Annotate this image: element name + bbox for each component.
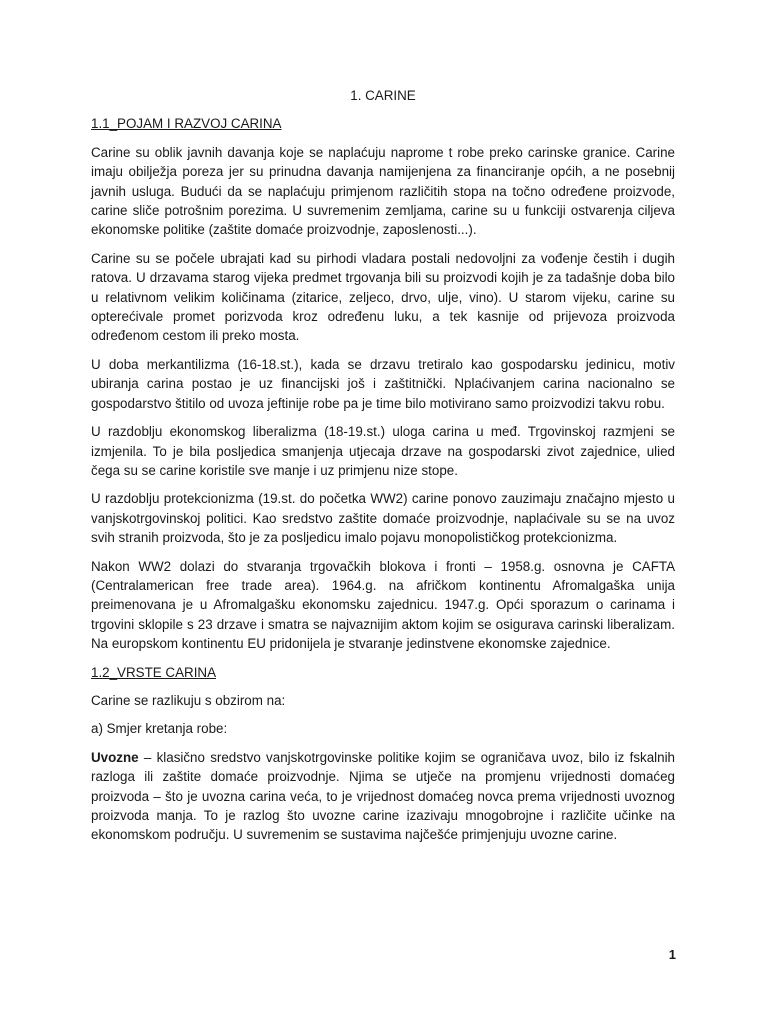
paragraph-uvozne — [91, 748, 675, 845]
paragraph-mercantilism: U doba merkantilizma (16-18.st.), kada se drzavu tretiralo kao gospodarsku jedinicu, motiv ubiranja carina postao je uz financijski još i zaštitnički. Nplaćivanjem carina nacionalno se gospodarstvo štitilo od uvoza jeftinije robe pa je time bilo motivirano samo proizvodizi takvu robu. — [91, 356, 675, 411]
term-uvozne: Uvozne — [91, 749, 139, 765]
paragraph-razlikuju: Carine se razlikuju s obzirom na: — [91, 692, 286, 708]
page-content — [91, 86, 675, 854]
page-number: 1 — [668, 947, 676, 962]
paragraph-smjer: a) Smjer kretanja robe: — [91, 721, 228, 737]
section-heading-pojam: 1.1_POJAM I RAZVOJ CARINA — [91, 116, 282, 132]
chapter-title: 1. CARINE — [350, 88, 416, 103]
paragraph-liberalism: U razdoblju ekonomskog liberalizma (18-19.st.) uloga carina u međ. Trgovinskoj razmjeni se izmjenila. To je bila posljedica smanjenja utjecaja drzave na gospodarski zivot zajednice, ulied čega su se carine koristile sve manje i uz primjenu nize stope. — [91, 424, 675, 478]
paragraph-protectionism: U razdoblju protekcionizma (19.st. do početka WW2) carine ponovo zauzimaju značajno mjesto u vanjskotrgovinskoj politici. Kao sredstvo zaštite domaće proizvodnje, naplaćivale su se na uvoz svih stranih proizvoda, što je za posljedicu imalo pojavu monopolističkog protekcionizma. — [91, 491, 675, 546]
uvozne-description: – klasično sredstvo vanjskotrgovinske politike kojim se ograničava uvoz, bilo iz fskalnih razloga ili zaštite domaće proizvodnje. Njima se utječe na promjenu vrijednosti domaćeg proizvoda – što je uvozna carina veća, to je vrijednost domaćeg novca prema vrijednosti uvoznog proizvoda manja. To je razlog što uvozne carine izazivaju mnogobrojne i različite učinke na ekonomskom području. U suvremenim se sustavima najčešće primjenjuju uvozne carine. — [91, 749, 675, 843]
paragraph-definition: Carine su oblik javnih davanja koje se naplaćuju naprome t robe preko carinske granice. Carine imaju obilježja poreza jer su prinudna davanja namijenjena za financiranje općih, a ne posebnij javnih usluga. Budući da se naplaćuju primjenom različitih stopa na točno određene proizvode, carine sliče potrošnim porezima. U suvremenim zemljama, carine su u funkciji ostvarenja ciljeva ekonomske politike (zaštite domaće proizvodnje, zaposlenosti...). — [91, 144, 675, 238]
paragraph-post-ww2: Nakon WW2 dolazi do stvaranja trgovačkih blokova i fronti – 1958.g. osnovna je CAFTA (Centralamerican free trade area). 1964.g. na afričkom kontinentu Afromalgaška unija preimenovana je u Afromalgašku ekonomsku zajednicu. 1947.g. Opći sporazum o carinama i trgovini sklopile s 23 drzave i smatra se najvaznijim aktom kojim se osigurava carinski liberalizam. Na europskom kontinentu EU pridonijela je stvaranje jedinstvene ekonomske zajednice. — [91, 558, 675, 652]
paragraph-history: Carine su se počele ubrajati kad su pirhodi vladara postali nedovoljni za vođenje čestih i dugih ratova. U drzavama starog vijeka predmet trgovanja bili su proizvodi kojih je za tadašnje doba bilo u relativnom velikim količinama (zitarice, zeljeco, drvo, ulje, vino). U starom vijeku, carine su opterećivale promet porizvoda kroz određenu luku, a tek kasnije od prijevoza proizvoda određenom cestom ili preko mosta. — [91, 250, 675, 344]
section-heading-vrste: 1.2_VRSTE CARINA — [91, 664, 217, 680]
